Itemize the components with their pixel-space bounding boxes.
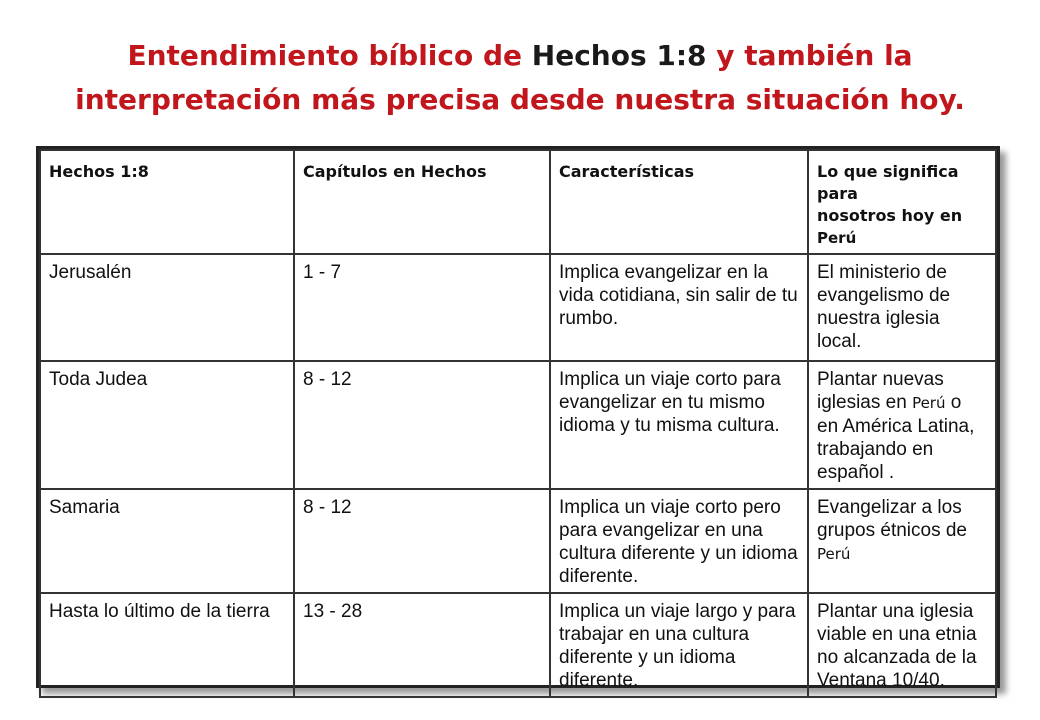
cell-meaning: El ministerio de evangelismo de nuestra iglesia local. xyxy=(808,254,996,361)
header-meaning xyxy=(808,150,996,254)
table-row xyxy=(40,361,996,489)
table-header-row xyxy=(40,150,996,254)
header-meaning-line-1: Lo que significa para xyxy=(817,162,959,203)
cell-meaning-part-1: Plantar nuevas iglesias en xyxy=(817,369,944,413)
cell-meaning xyxy=(808,489,996,593)
cell-place: Jerusalén xyxy=(40,254,294,361)
cell-place: Toda Judea xyxy=(40,361,294,489)
title-part-1: Entendimiento bíblico de xyxy=(127,39,532,72)
header-characteristics: Características xyxy=(550,150,808,254)
table-row xyxy=(40,593,996,697)
acts-table xyxy=(36,146,1000,691)
cell-place: Hasta lo último de la tierra xyxy=(40,593,294,697)
header-meaning-place: Perú xyxy=(817,229,857,247)
cell-characteristics: Implica evangelizar en la vida cotidiana, sin salir de tu rumbo. xyxy=(550,254,808,361)
header-acts: Hechos 1:8 xyxy=(40,150,294,254)
table-row xyxy=(40,254,996,361)
cell-meaning-place: Perú xyxy=(912,394,946,412)
title-reference: Hechos 1:8 xyxy=(531,39,707,72)
cell-meaning xyxy=(808,361,996,489)
cell-chapters: 8 - 12 xyxy=(294,361,550,489)
acts-table-grid xyxy=(39,149,997,698)
header-chapters: Capítulos en Hechos xyxy=(294,150,550,254)
cell-meaning-part-2: o en América Latina, trabajando en español . xyxy=(817,392,975,483)
cell-characteristics: Implica un viaje corto para evangelizar en tu mismo idioma y tu misma cultura. xyxy=(550,361,808,489)
cell-meaning-part-1: Evangelizar a los grupos étnicos de xyxy=(817,497,967,541)
cell-chapters: 1 - 7 xyxy=(294,254,550,361)
cell-chapters: 13 - 28 xyxy=(294,593,550,697)
cell-place: Samaria xyxy=(40,489,294,593)
cell-chapters: 8 - 12 xyxy=(294,489,550,593)
title-line-2: interpretación más precisa desde nuestra situación hoy. xyxy=(75,83,965,116)
title-part-3: y también la xyxy=(706,39,913,72)
cell-meaning: Plantar una iglesia viable en una etnia no alcanzada de la Ventana 10/40. xyxy=(808,593,996,697)
cell-meaning-place: Perú xyxy=(817,545,851,563)
cell-characteristics: Implica un viaje corto pero para evangelizar en una cultura diferente y un idioma diferente. xyxy=(550,489,808,593)
header-meaning-line-2: nosotros hoy en xyxy=(817,206,963,225)
page-title xyxy=(0,34,1040,122)
cell-characteristics: Implica un viaje largo y para trabajar en una cultura diferente y un idioma diferente. xyxy=(550,593,808,697)
title-line-1 xyxy=(0,34,1040,78)
table-row xyxy=(40,489,996,593)
